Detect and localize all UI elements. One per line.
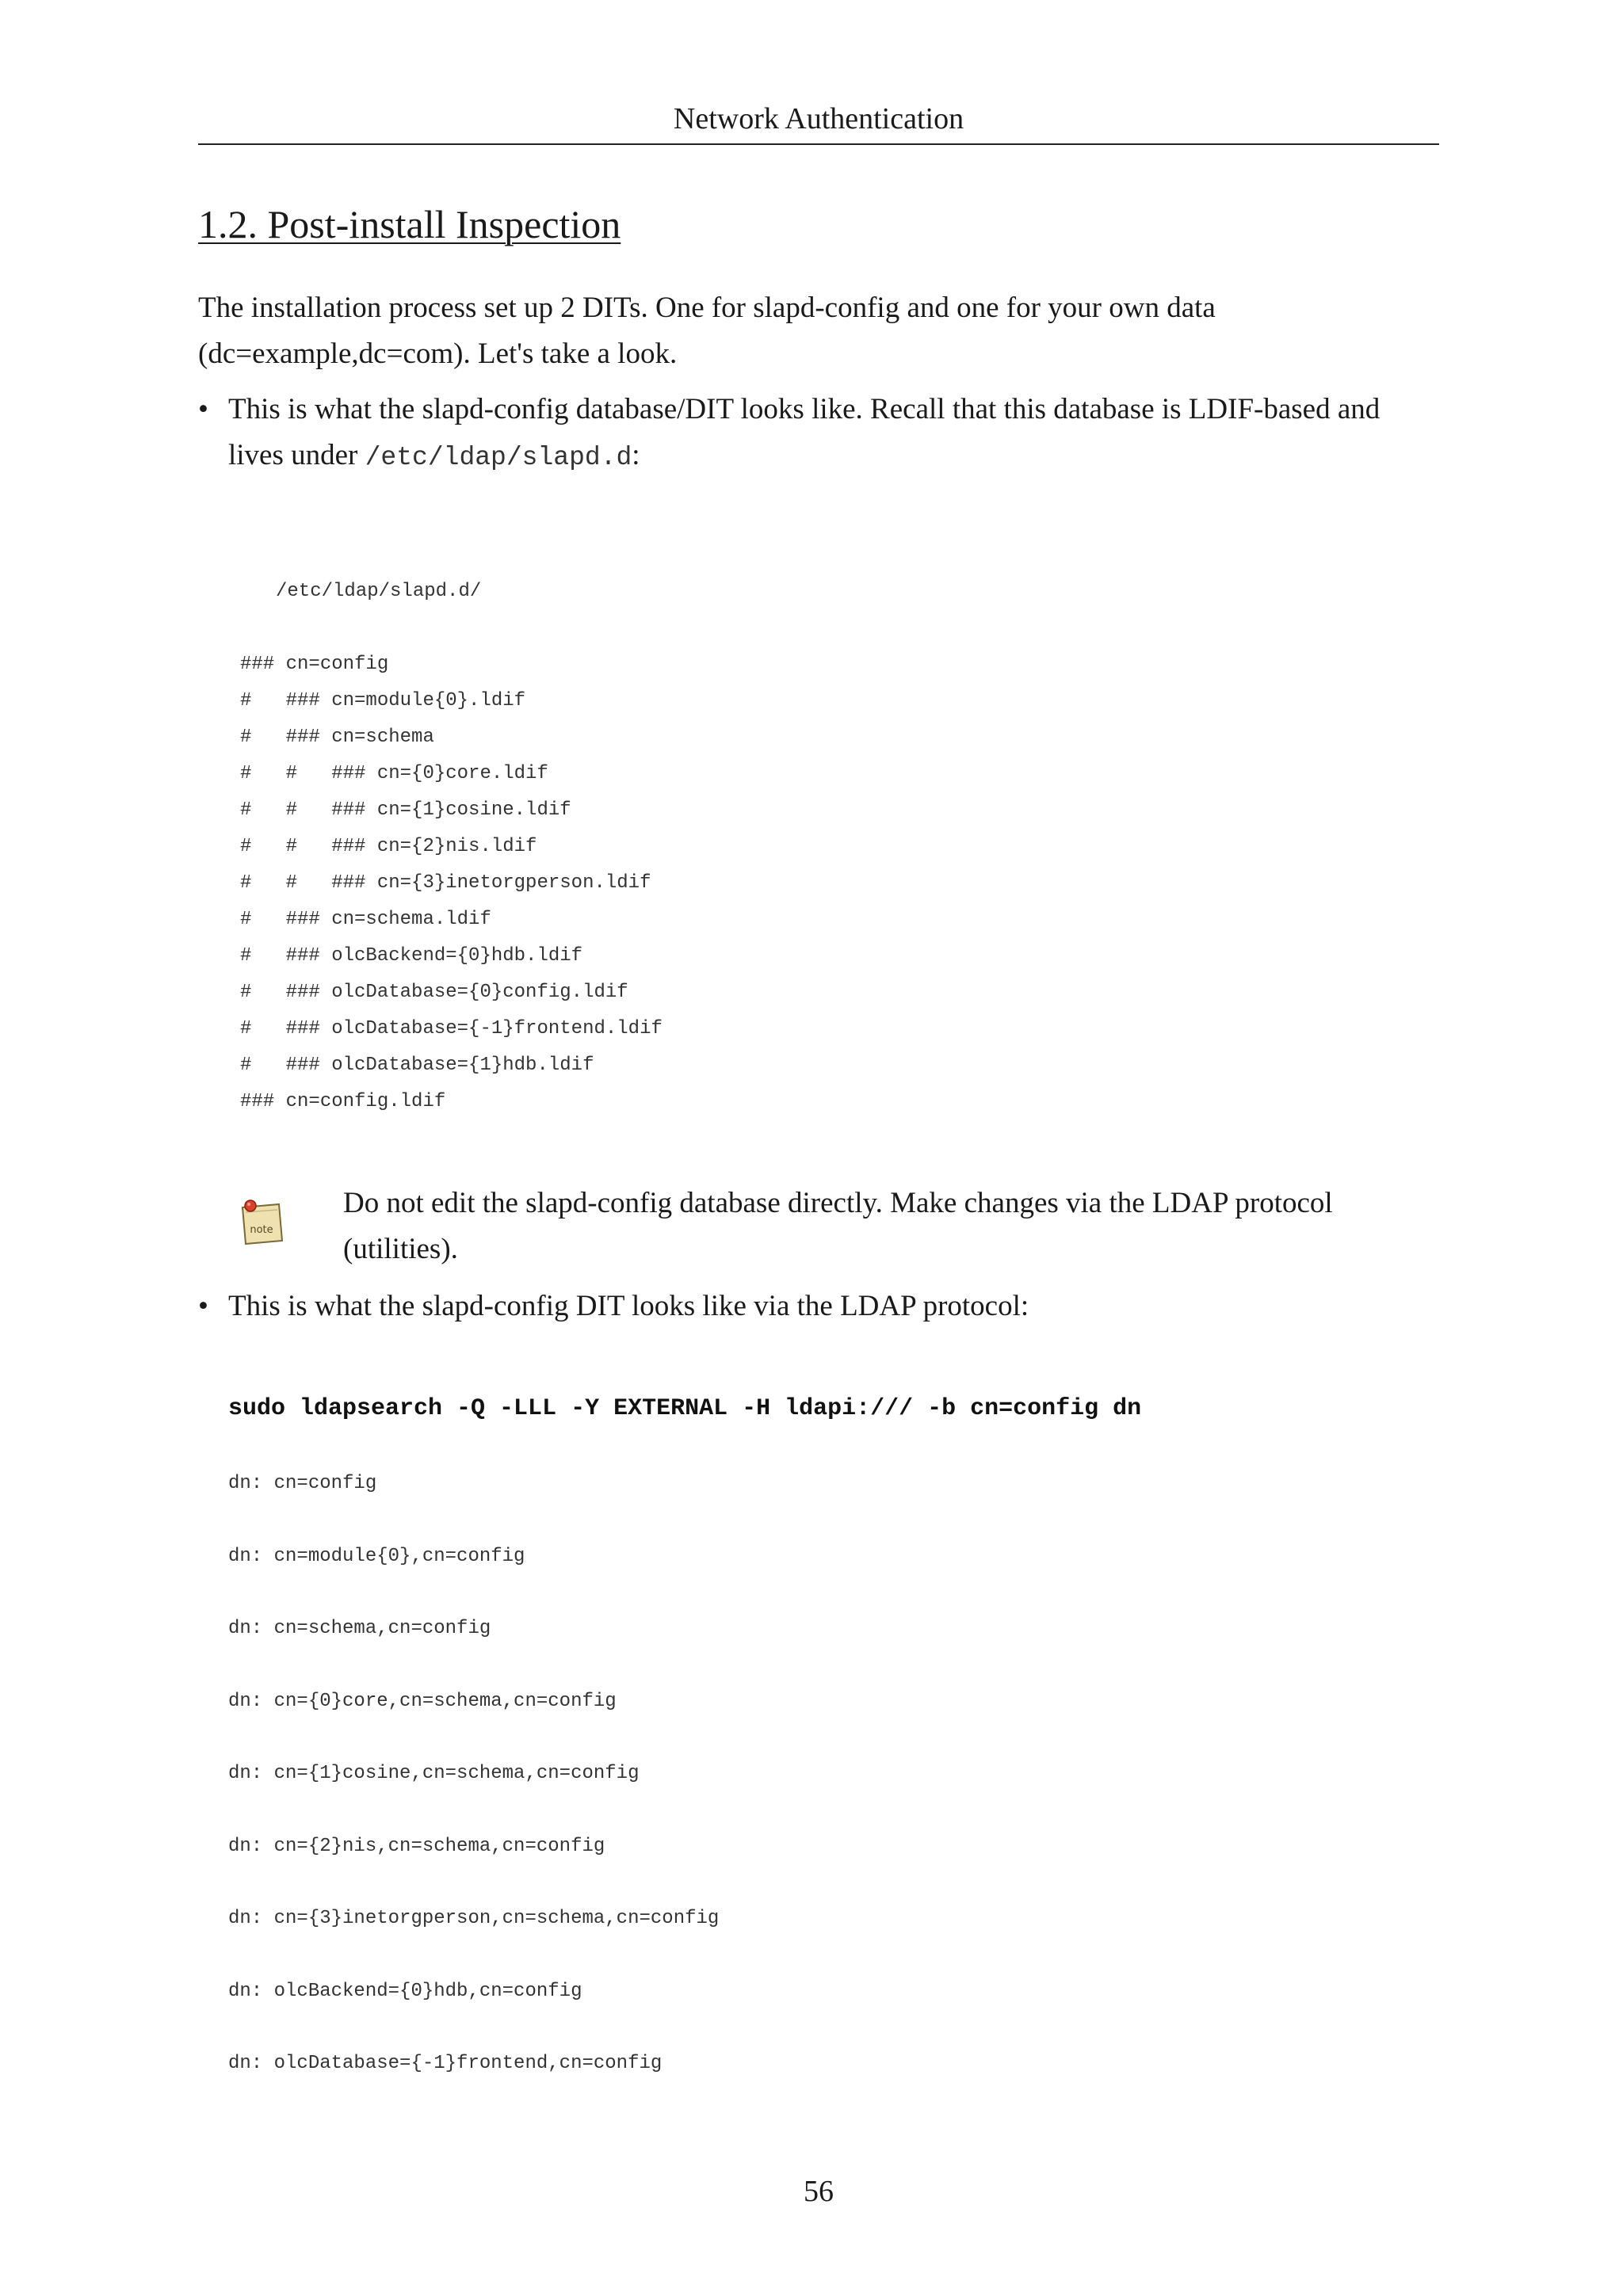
path-code: /etc/ldap/slapd.d <box>365 443 632 472</box>
intro-line-1: The installation process set up 2 DITs. One for slapd-config and one for your own data <box>198 292 1216 324</box>
output-line: dn: cn=module{0},cn=config <box>228 1546 525 1567</box>
note-line-2: (utilities). <box>343 1233 458 1265</box>
bullet-icon: • <box>198 393 208 425</box>
tree-line: # # ### cn={2}nis.ldif <box>240 836 537 857</box>
bullet1-line-1: This is what the slapd-config database/DIT looks like. Recall that this database is LDIF-based and <box>228 393 1381 425</box>
tree-line: # ### olcDatabase={0}config.ldif <box>240 982 628 1003</box>
bullet1-line-2-suffix: : <box>632 439 640 471</box>
bullet1-line-2-prefix: lives under <box>228 439 365 471</box>
tree-line: # ### olcDatabase={-1}frontend.ldif <box>240 1018 663 1039</box>
tree-line: # # ### cn={0}core.ldif <box>240 763 548 784</box>
tree-line: # ### cn=schema <box>240 727 434 748</box>
tree-line: # # ### cn={1}cosine.ldif <box>240 799 571 821</box>
tree-root: /etc/ldap/slapd.d/ <box>276 581 482 602</box>
output-line: dn: cn={0}core,cn=schema,cn=config <box>228 1691 617 1712</box>
section-title: 1.2. Post-install Inspection <box>198 202 621 246</box>
output-line: dn: cn=schema,cn=config <box>228 1618 491 1639</box>
bullet-icon: • <box>198 1290 208 1322</box>
bullet2-text: This is what the slapd-config DIT looks like via the LDAP protocol: <box>228 1290 1029 1322</box>
output-line: dn: olcDatabase={-1}frontend,cn=config <box>228 2053 663 2074</box>
output-line: dn: olcBackend={0}hdb,cn=config <box>228 1981 582 2002</box>
ldapsearch-command: sudo ldapsearch -Q -LLL -Y EXTERNAL -H ldapi:/// -b cn=config dn <box>228 1395 1142 1422</box>
header-divider <box>198 143 1439 145</box>
tree-line: # ### olcBackend={0}hdb.ldif <box>240 945 583 967</box>
tree-line: ### cn=config <box>240 654 389 675</box>
intro-paragraph <box>198 285 1439 377</box>
note-icon-label: note <box>250 1224 273 1236</box>
output-line: dn: cn={2}nis,cn=schema,cn=config <box>228 1836 605 1857</box>
page-header: Network Authentication <box>673 102 964 135</box>
bullet-item-slapd-config <box>198 387 1439 481</box>
bullet1-line-2 <box>228 433 1439 481</box>
output-line: dn: cn=config <box>228 1473 377 1494</box>
tree-line: # # ### cn={3}inetorgperson.ldif <box>240 872 651 894</box>
bullet-item-ldap-protocol <box>198 1283 1439 1329</box>
tree-line: # ### olcDatabase={1}hdb.ldif <box>240 1055 594 1076</box>
note-line-1: Do not edit the slapd-config database directly. Make changes via the LDAP protocol <box>343 1187 1333 1219</box>
page-number: 56 <box>804 2175 834 2208</box>
tree-line: # ### cn=schema.ldif <box>240 909 491 930</box>
output-line: dn: cn={3}inetorgperson,cn=schema,cn=config <box>228 1908 720 1929</box>
tree-line: ### cn=config.ldif <box>240 1091 446 1112</box>
note-icon <box>238 1196 285 1247</box>
intro-line-2: (dc=example,dc=com). Let's take a look. <box>198 338 678 370</box>
tree-line: # ### cn=module{0}.ldif <box>240 690 526 711</box>
note-text <box>343 1180 1437 1272</box>
output-line: dn: cn={1}cosine,cn=schema,cn=config <box>228 1763 640 1784</box>
